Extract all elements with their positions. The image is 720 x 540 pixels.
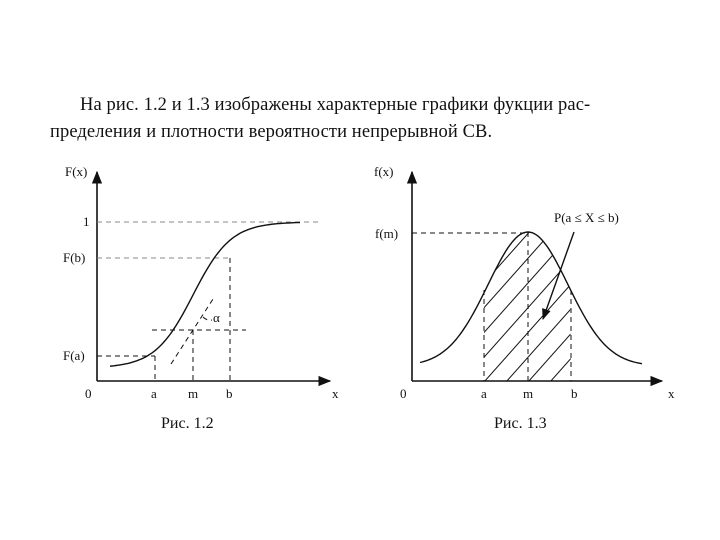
fig13-hatch-line [402,220,562,400]
fig12-cdf-curve [110,223,300,367]
fig13-hatch-line [534,220,694,400]
fig12-angle-label: α [213,310,220,325]
fig13-tick-b: b [571,386,578,401]
fig12-origin: 0 [85,386,92,401]
fig13-hatch-line [490,220,650,400]
fig12-tick-fb: F(b) [63,250,86,265]
fig12-y-axis-label: F(x) [65,164,88,179]
fig13-hatch-line [336,220,496,400]
paragraph-line-2: пределения и плотности вероятности непрерывной СВ. [50,122,493,142]
fig13-hatch-line [446,220,606,400]
fig13-caption: Рис. 1.3 [494,415,547,432]
fig13-hatch-line [358,220,518,400]
fig13-hatch-line [512,220,672,400]
fig13-pdf-curve [420,232,642,364]
fig13-origin: 0 [400,386,407,401]
fig13-hatched-area [270,220,694,400]
fig12-tick-one: 1 [83,214,90,229]
fig13-x-axis-label: x [668,386,675,401]
fig13-hatch-line [424,220,584,400]
fig12-tick-fa: F(a) [63,348,85,363]
fig13-tick-fm: f(m) [375,226,399,241]
fig13-tick-m: m [523,386,534,401]
fig12-tick-a: a [151,386,157,401]
fig12-x-axis-label: x [332,386,339,401]
fig13-annotation-arrow [543,232,574,319]
figure-1-2 [63,164,339,432]
fig13-y-axis-label: f(x) [374,164,394,179]
fig12-tick-m: m [188,386,199,401]
fig12-tick-b: b [226,386,233,401]
fig12-angle-arc [203,317,212,320]
fig12-caption: Рис. 1.2 [161,415,214,432]
fig13-hatch-line [314,220,474,400]
fig13-hatch-line [292,220,452,400]
fig13-hatch-line [380,220,540,400]
fig13-probability-label: P(a ≤ X ≤ b) [554,210,619,225]
paragraph-line-1: На рис. 1.2 и 1.3 изображены характерные графики фукции рас- [80,95,591,115]
fig13-tick-a: a [481,386,487,401]
fig13-hatch-line [270,220,430,400]
